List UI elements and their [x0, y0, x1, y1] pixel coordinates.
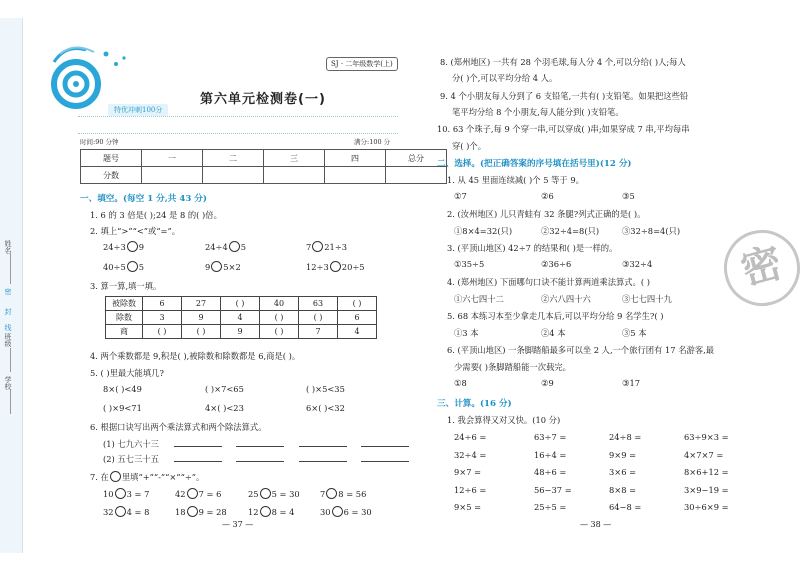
answer-blank[interactable]	[236, 446, 284, 447]
choice-option[interactable]: ③32÷8=4(只)	[622, 226, 681, 236]
q5-item: 6×( )<32	[306, 403, 345, 413]
secret-stamp: 密	[715, 221, 800, 314]
table-cell[interactable]: ( )	[338, 297, 377, 311]
answer-blank[interactable]	[174, 446, 222, 447]
score-input-cell[interactable]	[203, 167, 264, 184]
operator-circle[interactable]	[187, 506, 198, 517]
expr: 12÷3	[306, 262, 329, 272]
choice-option[interactable]: ②9	[541, 378, 554, 388]
table-cell: 6	[338, 311, 377, 325]
question-7	[90, 471, 204, 483]
operand: 42	[175, 489, 186, 499]
score-header-cell: 三	[264, 150, 325, 167]
calc-item: 12÷6 =	[454, 485, 487, 495]
q7-row-2	[320, 506, 372, 517]
divider	[78, 116, 398, 117]
operator-circle[interactable]	[332, 506, 343, 517]
expr: 24÷3	[103, 242, 126, 252]
calc-item: 3×9−19 =	[684, 485, 729, 495]
compare-row-1	[205, 241, 246, 252]
calc-item: 16÷4 =	[534, 450, 567, 460]
choice-option[interactable]: ①3 本	[454, 328, 479, 338]
compare-circle[interactable]	[330, 261, 341, 272]
table-cell[interactable]: ( )	[260, 325, 299, 339]
calc-item: 63÷7 =	[534, 432, 567, 442]
compare-row-2	[103, 261, 144, 272]
choice-option[interactable]: ③32÷4	[622, 259, 653, 269]
operand: 5 = 30	[271, 489, 300, 499]
compare-row-1	[103, 241, 144, 252]
operand: 25	[248, 489, 259, 499]
binding-line	[10, 254, 11, 284]
choice-option[interactable]: ③5	[622, 191, 635, 201]
operand: 7 = 6	[198, 489, 222, 499]
question-10: 10. 63 个珠子,每 9 个穿一串,可以穿成( )串;如果穿成 7 串,平均每串	[437, 124, 690, 134]
table-row	[106, 297, 377, 311]
choice-option[interactable]: ②32÷4=8(只)	[541, 226, 600, 236]
table-cell[interactable]: ( )	[182, 325, 221, 339]
compare-circle[interactable]	[127, 261, 138, 272]
q5-item: ( )×9<71	[103, 403, 142, 413]
binding-strip	[0, 18, 23, 553]
operator-circle[interactable]	[260, 488, 271, 499]
choice-option[interactable]: ②6	[541, 191, 554, 201]
choice-option[interactable]: ①7	[454, 191, 467, 201]
operator-circle[interactable]	[260, 506, 271, 517]
compare-circle[interactable]	[211, 261, 222, 272]
table-cell: 商	[106, 325, 143, 339]
calc-item: 4×7×7 =	[684, 450, 724, 460]
score-header-cell: 二	[203, 150, 264, 167]
binding-name-label: 姓名	[4, 240, 12, 254]
choice-4: 4. (郑州地区) 下面哪句口诀不能计算两道乘法算式。( )	[447, 277, 651, 287]
calc-item: 24÷8 =	[609, 432, 642, 442]
table-cell: 6	[143, 297, 182, 311]
operand: 10	[103, 489, 114, 499]
time-limit: 时间:90 分钟	[80, 138, 119, 146]
choice-option[interactable]: ①六七四十二	[454, 294, 504, 304]
q7-row-1	[320, 488, 366, 499]
question-9: 9. 4 个小朋友每人分到了 6 支铅笔,一共有( )支铅笔。如果把这些铅	[440, 91, 689, 101]
question-5: 5. ( )里最大能填几?	[90, 368, 164, 378]
table-cell: 63	[299, 297, 338, 311]
binding-class-label: 班级	[4, 333, 12, 347]
calc-item: 8×8 =	[609, 485, 637, 495]
choice-5: 5. 68 本练习本至少拿走几本后,可以平均分给 9 名学生?( )	[447, 311, 664, 321]
table-cell: 9	[221, 325, 260, 339]
calc-item: 9×9 =	[609, 450, 637, 460]
choice-option[interactable]: ②4 本	[541, 328, 566, 338]
table-cell: 27	[182, 297, 221, 311]
compare-circle[interactable]	[312, 241, 323, 252]
expr: 40÷5	[103, 262, 126, 272]
expr: 21÷3	[324, 242, 348, 252]
choice-1: 1. 从 45 里面连续减( )个 5 等于 9。	[447, 175, 584, 185]
operand: 8 = 56	[338, 489, 367, 499]
score-row-label: 分数	[81, 167, 142, 184]
q6-rhyme: (1) 七九六十三	[103, 439, 159, 449]
question-2: 2. 填上“>”“<”或“=”。	[90, 226, 181, 236]
expr: 5×2	[223, 262, 241, 272]
choice-option[interactable]: ①8×4=32(只)	[454, 226, 513, 236]
operand: 3 = 7	[126, 489, 150, 499]
q5-item: 8×( )<49	[103, 384, 142, 394]
score-input-cell[interactable]	[142, 167, 203, 184]
subject-badge: SJ · 二年级数学(上)	[326, 57, 398, 71]
section-1-heading: 一、填空。(每空 1 分,共 43 分)	[80, 194, 207, 204]
question-8: 8. (郑州地区) 一共有 28 个羽毛球,每人分 4 个,可以分给( )人;每人	[440, 57, 686, 67]
expr: 5	[240, 242, 247, 252]
answer-blank[interactable]	[299, 446, 347, 447]
calc-item: 24÷6 =	[454, 432, 487, 442]
operand: 6 = 30	[343, 507, 372, 517]
operator-circle[interactable]	[326, 488, 337, 499]
expr: 20÷5	[341, 262, 365, 272]
operand: 8 = 4	[271, 507, 295, 517]
binding-mark-mi: 密	[4, 288, 12, 295]
choice-option[interactable]: ③七七四十九	[622, 294, 672, 304]
operand: 7	[320, 489, 326, 499]
calc-item: 25÷5 =	[534, 502, 567, 512]
calc-item: 56−37 =	[534, 485, 572, 495]
q7-row-2	[248, 506, 294, 517]
choice-6: 6. (平顶山地区) 一条脚踏船最多可以坐 2 人,一个旅行团有 17 名游客,最	[447, 345, 715, 355]
score-input-cell[interactable]	[386, 167, 447, 184]
calc-item: 32÷4 =	[454, 450, 487, 460]
table-row	[106, 325, 377, 339]
compare-row-1	[306, 241, 347, 252]
binding-mark-xian: 线	[4, 324, 12, 331]
operand: 30	[320, 507, 331, 517]
expr: 9	[138, 242, 145, 252]
operator-circle[interactable]	[115, 488, 126, 499]
calc-item: 9×7 =	[454, 467, 482, 477]
operand: 32	[103, 507, 114, 517]
operator-circle[interactable]	[187, 488, 198, 499]
table-cell: 4	[338, 325, 377, 339]
question-9-cont: 笔平均分给 8 个小朋友,每人能分到( )支铅笔。	[452, 107, 624, 117]
binding-line	[10, 390, 11, 414]
table-cell: 3	[143, 311, 182, 325]
table-cell: 被除数	[106, 297, 143, 311]
score-input-cell[interactable]	[325, 167, 386, 184]
binding-mark-feng: 封	[4, 308, 12, 315]
q7-row-1	[103, 488, 149, 499]
compare-circle[interactable]	[127, 241, 138, 252]
choice-3: 3. (平顶山地区) 42÷7 的结果和( )是一样的。	[447, 243, 618, 253]
answer-blank[interactable]	[299, 461, 347, 462]
choice-option[interactable]: ③5 本	[622, 328, 647, 338]
expr: 9	[205, 262, 211, 272]
operator-circle[interactable]	[115, 506, 126, 517]
full-score: 满分:100 分	[354, 138, 391, 146]
table-row	[106, 311, 377, 325]
q7-text: 里填“+”“-”“×”“÷”。	[121, 472, 205, 482]
calc-item: 48÷6 =	[534, 467, 567, 477]
q6-item-2	[103, 453, 409, 465]
q7-row-1	[175, 488, 221, 499]
q5-item: 4×( )<23	[205, 403, 244, 413]
table-cell: 7	[299, 325, 338, 339]
division-table	[105, 296, 377, 339]
expr: 24÷4	[205, 242, 228, 252]
section-3-heading: 三、计算。(16 分)	[437, 399, 512, 409]
q5-item: ( )×7<65	[205, 384, 244, 394]
operand: 9 = 28	[198, 507, 227, 517]
calc-item: 64−8 =	[609, 502, 642, 512]
operand: 12	[248, 507, 259, 517]
choice-2: 2. (汝州地区) 儿只青蛙有 32 条腿?列式正确的是( )。	[447, 209, 646, 219]
operator-circle	[110, 471, 121, 482]
choice-option[interactable]: ①35÷5	[454, 259, 485, 269]
slogan-banner: 特优冲刺100分	[108, 104, 168, 116]
answer-blank[interactable]	[361, 461, 409, 462]
calc-instruction: 1. 我会算得又对又快。(10 分)	[447, 415, 561, 425]
compare-row-2	[205, 261, 241, 272]
choice-6-cont: 少需要( )条脚踏船能一次载完。	[454, 362, 571, 372]
table-cell[interactable]: ( )	[221, 297, 260, 311]
question-1: 1. 6 的 3 倍是( );24 是 8 的( )倍。	[90, 210, 222, 220]
question-3: 3. 算一算,填一填。	[90, 281, 162, 291]
table-cell[interactable]: ( )	[260, 311, 299, 325]
divider	[78, 133, 398, 134]
question-4: 4. 两个乘数都是 9,积是( ),被除数和除数都是 6,商是( )。	[90, 351, 301, 361]
operand: 18	[175, 507, 186, 517]
q7-text: 7. 在	[90, 472, 109, 482]
calc-item: 8×6+12 =	[684, 467, 729, 477]
page-title: 第六单元检测卷(一)	[200, 92, 326, 107]
score-header-cell: 题号	[81, 150, 142, 167]
q7-row-2	[103, 506, 149, 517]
question-8-cont: 分( )个,可以平均分给 4 人。	[452, 73, 558, 83]
table-cell[interactable]: ( )	[143, 325, 182, 339]
question-6: 6. 根据口诀写出两个乘法算式和两个除法算式。	[90, 422, 267, 432]
table-cell[interactable]: ( )	[299, 311, 338, 325]
score-input-cell[interactable]	[264, 167, 325, 184]
expr: 5	[138, 262, 145, 272]
q7-row-1	[248, 488, 300, 499]
table-cell: 9	[182, 311, 221, 325]
choice-option[interactable]: ②36÷6	[541, 259, 572, 269]
q6-rhyme: (2) 五七三十五	[103, 454, 159, 464]
table-cell: 4	[221, 311, 260, 325]
calc-item: 9×5 =	[454, 502, 482, 512]
binding-line	[10, 348, 11, 372]
section-2-heading: 二、选择。(把正确答案的序号填在括号里)(12 分)	[437, 159, 632, 169]
score-header-cell: 一	[142, 150, 203, 167]
choice-option[interactable]: ①8	[454, 378, 467, 388]
choice-option[interactable]: ③17	[622, 378, 640, 388]
operand: 4 = 8	[126, 507, 150, 517]
calc-item: 3×6 =	[609, 467, 637, 477]
binding-school-label: 学校	[4, 376, 12, 390]
q5-item: ( )×5<35	[306, 384, 345, 394]
table-cell: 40	[260, 297, 299, 311]
score-table	[80, 149, 447, 184]
calc-item: 63÷9×3 =	[684, 432, 729, 442]
compare-circle[interactable]	[229, 241, 240, 252]
page-number-left: — 37 —	[222, 520, 254, 529]
q7-row-2	[175, 506, 227, 517]
calc-item: 30÷6×9 =	[684, 502, 729, 512]
question-10-cont: 穿( )个。	[452, 141, 487, 151]
choice-option[interactable]: ②六八四十六	[541, 294, 591, 304]
q6-item-1	[103, 438, 409, 450]
compare-row-2	[306, 261, 365, 272]
expr: 7	[306, 242, 312, 252]
table-cell: 除数	[106, 311, 143, 325]
page-number-right: — 38 —	[580, 520, 612, 529]
score-header-cell: 总分	[386, 150, 447, 167]
answer-blank[interactable]	[174, 461, 222, 462]
answer-blank[interactable]	[361, 446, 409, 447]
score-header-cell: 四	[325, 150, 386, 167]
answer-blank[interactable]	[236, 461, 284, 462]
